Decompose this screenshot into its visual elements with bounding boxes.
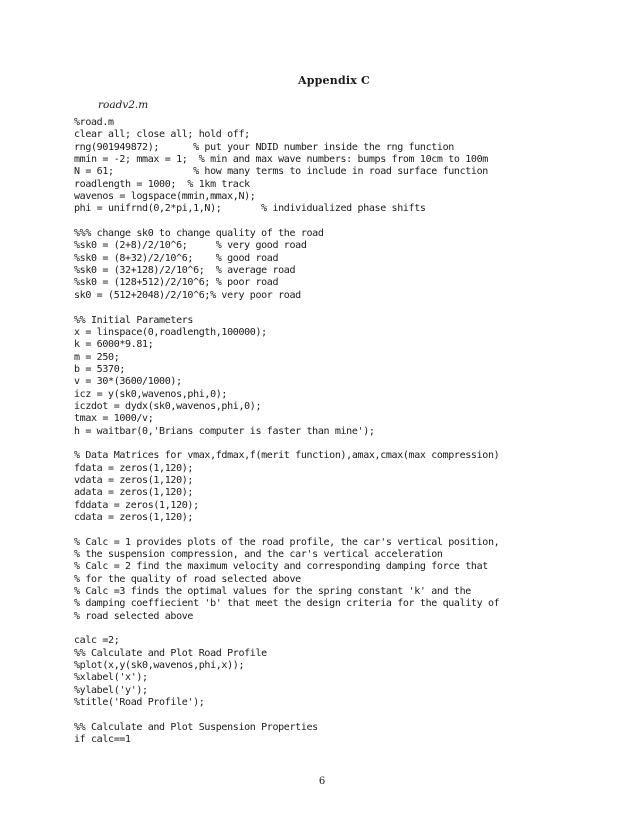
code-line: calc =2; [74,635,120,647]
code-line: wavenos = logspace(mmin,mmax,N); [74,191,256,203]
code-line: roadlength = 1000; % 1km track [74,178,250,190]
code-line: %plot(x,y(sk0,wavenos,phi,x)); [74,660,245,672]
code-line: % Calc = 2 find the maximum velocity and corresponding damping force that [74,561,488,573]
code-line: b = 5370; [74,363,126,375]
page-number [0,776,638,787]
code-line: x = linspace(0,roadlength,100000); [74,326,267,338]
appendix-heading-text: Appendix C [298,74,370,87]
code-line [74,438,594,450]
page-number-text: 6 [318,776,326,787]
code-line: %sk0 = (2+8)/2/10^6; % very good road [74,240,307,252]
code-line: %ylabel('y'); [74,684,148,696]
code-line: mmin = -2; mmax = 1; % min and max wave numbers: bumps from 10cm to 100m [74,154,488,166]
code-line: %sk0 = (32+128)/2/10^6; % average road [74,265,296,277]
file-name-caption: roadv2.m [98,99,149,111]
code-line: clear all; close all; hold off; [74,129,250,141]
code-line: %xlabel('x'); [74,672,148,684]
code-line: %road.m [74,117,114,128]
code-line: % damping coeffiecient 'b' that meet the design criteria for the quality of [74,598,500,610]
appendix-heading [0,74,638,87]
code-line: iczdot = dydx(sk0,wavenos,phi,0); [74,400,262,412]
code-line: fdata = zeros(1,120); [74,462,194,474]
code-line: v = 30*(3600/1000); [74,376,182,388]
code-line: % the suspension compression, and the car's vertical acceleration [74,549,443,561]
code-line: % Calc = 1 provides plots of the road profile, the car's vertical position, [74,536,500,548]
code-line: % for the quality of road selected above [74,573,301,585]
code-line: k = 6000*9.81; [74,339,154,351]
code-line: if calc==1 [74,734,131,746]
code-line: %% Initial Parameters [74,314,194,326]
code-line: N = 61; % how many terms to include in road surface function [74,166,488,178]
code-line: tmax = 1000/v; [74,413,154,425]
code-line: rng(901949872); % put your NDID number inside the rng function [74,141,454,153]
code-line: icz = y(sk0,wavenos,phi,0); [74,388,228,400]
code-line [74,216,594,228]
code-line: fddata = zeros(1,120); [74,499,199,511]
code-line: % Data Matrices for vmax,fdmax,f(merit function),amax,cmax(max compression) [74,450,500,462]
code-line: %% Calculate and Plot Suspension Properties [74,721,318,733]
code-line: phi = unifrnd(0,2*pi,1,N); % individualized phase shifts [74,203,426,215]
code-line [74,302,594,314]
code-line: %% Calculate and Plot Road Profile [74,647,267,659]
code-line: % road selected above [74,610,194,622]
code-line: h = waitbar(0,'Brians computer is faster than mine'); [74,425,375,437]
code-line [74,524,594,536]
code-line: cdata = zeros(1,120); [74,512,194,523]
code-listing [74,117,594,747]
code-line: %sk0 = (8+32)/2/10^6; % good road [74,252,279,264]
code-line [74,710,594,722]
code-line: %%% change sk0 to change quality of the road [74,228,324,240]
code-line: %title('Road Profile'); [74,697,205,709]
code-line: % Calc =3 finds the optimal values for the spring constant 'k' and the [74,586,471,598]
code-line: %sk0 = (128+512)/2/10^6; % poor road [74,277,279,289]
code-line: sk0 = (512+2048)/2/10^6;% very poor road [74,289,301,301]
code-line: adata = zeros(1,120); [74,487,194,499]
code-line: vdata = zeros(1,120); [74,474,194,486]
code-line: m = 250; [74,351,120,363]
code-line [74,623,594,635]
